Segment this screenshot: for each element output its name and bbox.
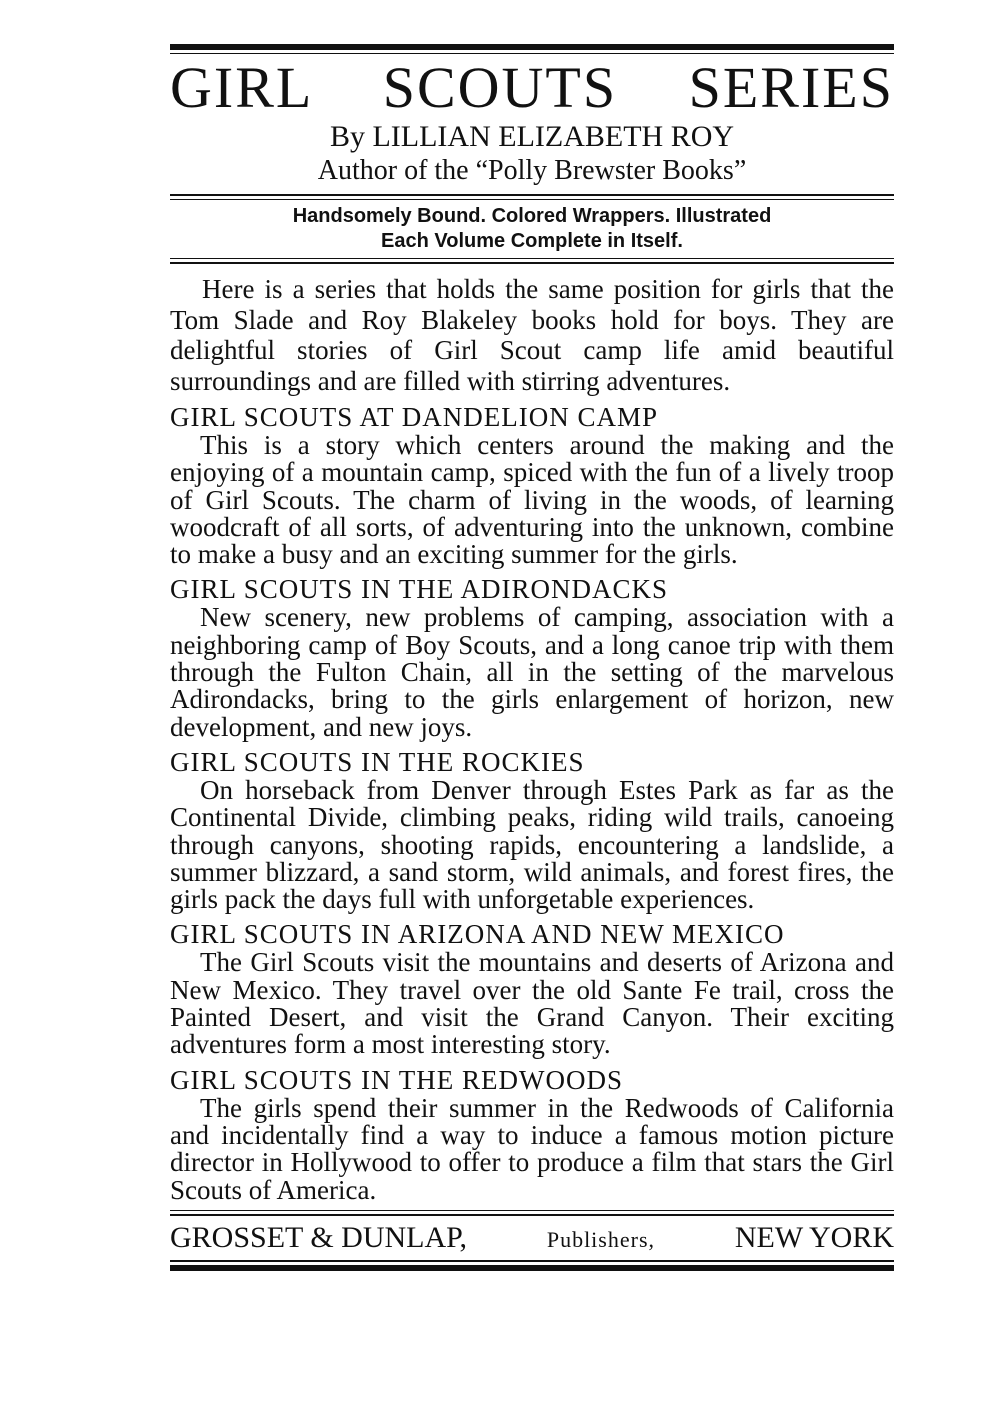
book-list (170, 402, 894, 1204)
book-entry (170, 574, 894, 740)
book-title: GIRL SCOUTS AT DANDELION CAMP (170, 402, 659, 432)
book-description: The Girl Scouts visit the mountains and deserts of Arizona and New Mexico. They travel over the old Sante Fe trail, cross the Painted Desert, and visit the Grand Canyon. Their exciting adventures form a most interesting story. (170, 947, 894, 1060)
series-intro: Here is a series that holds the same position for girls that the Tom Slade and Roy Blakeley books hold for boys. They are delightful stories of Girl Scout camp life amid beautiful surroundings and are filled with stirring adventures. (170, 274, 894, 396)
book-description: This is a story which centers around the making and the enjoying of a mountain camp, spiced with the fun of a lively troop of Girl Scouts. The charm of living in the woods, of learning woodcraft of all sorts, of adventuring into the unknown, combine to make a busy and an exciting summer for the girls. (170, 430, 894, 570)
book-description: On horseback from Denver through Estes Park as far as the Continental Divide, climbing peaks, riding wild trails, canoeing through canyons, shooting rapids, encountering a landslide, a summer blizzard, a sand storm, wild animals, and forest fires, the girls pack the days full with unforgetable experiences. (170, 774, 894, 915)
publisher-city: NEW YORK (734, 1220, 894, 1254)
book-description: The girls spend their summer in the Redwoods of California and incidentally find a way to induce a famous motion picture director in Hollywood to offer to produce a film that stars the Girl Scouts of America. (170, 1092, 894, 1205)
book-title: GIRL SCOUTS IN THE ROCKIES (170, 746, 585, 777)
book-entry (170, 402, 894, 568)
publisher-role: Publishers, (546, 1226, 656, 1252)
top-hairline (170, 53, 894, 54)
rule (170, 262, 894, 264)
rule (170, 199, 894, 200)
book-title: GIRL SCOUTS IN ARIZONA AND NEW MEXICO (170, 919, 785, 950)
binding-notice (170, 204, 894, 254)
book-title: GIRL SCOUTS IN THE ADIRONDACKS (170, 574, 669, 605)
book-entry (170, 1065, 894, 1204)
author-of-line: Author of the “Polly Brewster Books” (317, 155, 747, 186)
bottom-rule (170, 1265, 894, 1271)
rule (170, 1214, 894, 1216)
book-title: GIRL SCOUTS IN THE REDWOODS (170, 1064, 624, 1095)
book-entry (170, 919, 894, 1058)
advertisement-column (170, 44, 894, 1271)
author-byline: By LILLIAN ELIZABETH ROY (329, 120, 735, 153)
series-title: GIRL SCOUTS SERIES (170, 55, 894, 120)
binding-line: Each Volume Complete in Itself. (381, 230, 683, 252)
publisher-name: GROSSET & DUNLAP, (170, 1220, 467, 1254)
book-description: New scenery, new problems of camping, association with a neighboring camp of Boy Scouts, and a long canoe trip with them through the Fulton Chain, all in the setting of the marvelous Adirondacks, bring to the girls enlargement of horizon, new development, and new joys. (170, 602, 894, 742)
publisher-imprint (170, 1220, 894, 1258)
binding-line: Handsomely Bound. Colored Wrappers. Illustrated (292, 205, 772, 227)
book-entry (170, 747, 894, 913)
